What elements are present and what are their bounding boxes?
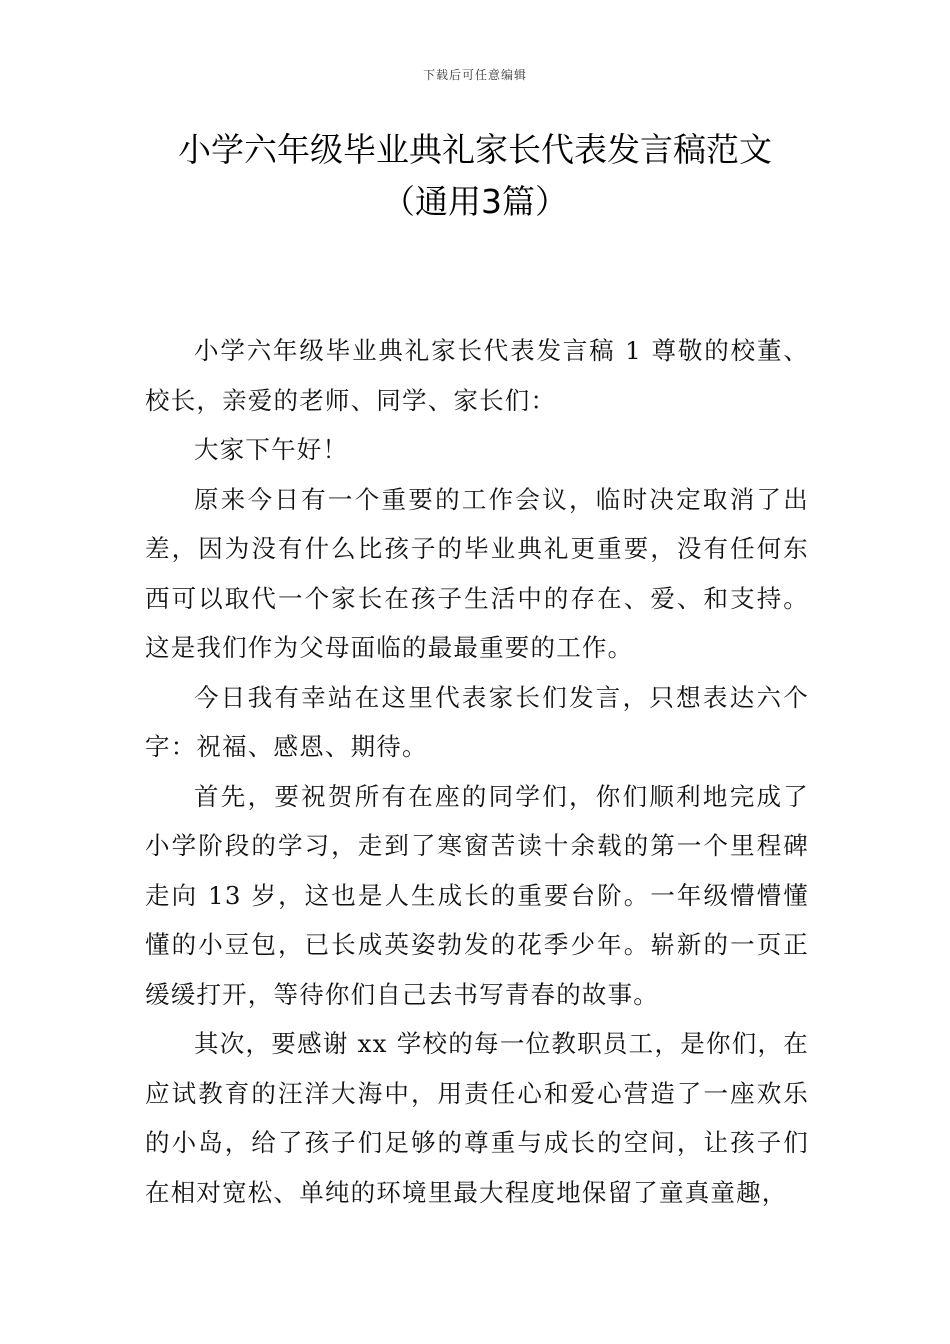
paragraph-thanks: 其次，要感谢 xx 学校的每一位教职员工，是你们，在应试教育的汪洋大海中，用责任心和爱心营造了一座欢乐的小岛，给了孩子们足够的尊重与成长的空间，让孩子们在相对宽松、单纯的环境里最大程度地保留了童真童趣， — [145, 1029, 809, 1207]
header-note: 下载后可任意编辑 — [422, 68, 527, 82]
title-line-2: （通用3篇） — [382, 182, 568, 221]
title-line-1: 小学六年级毕业典礼家长代表发言稿范文 — [178, 130, 772, 169]
paragraph-congratulations: 首先，要祝贺所有在座的同学们，你们顺利地完成了小学阶段的学习，走到了寒窗苦读十余载的第一个里程碑走向 13 岁，这也是人生成长的重要台阶。一年级懵懵懂懂的小豆包，已长成英姿勃发的花季少年。崭新的一页正缓缓打开，等待你们自己去书写青春的故事。 — [145, 781, 809, 1009]
document-body — [145, 326, 809, 1217]
paragraph-salutation: 小学六年级毕业典礼家长代表发言稿 1 尊敬的校董、校长，亲爱的老师、同学、家长们： — [145, 336, 809, 415]
document-title — [100, 124, 850, 228]
paragraph-greeting: 大家下午好！ — [194, 435, 349, 464]
paragraph-intro: 原来今日有一个重要的工作会议，临时决定取消了出差，因为没有什么比孩子的毕业典礼更重要，没有任何东西可以取代一个家长在孩子生活中的存在、爱、和支持。这是我们作为父母面临的最最重要的工作。 — [145, 484, 809, 662]
paragraph-theme: 今日我有幸站在这里代表家长们发言，只想表达六个字：祝福、感恩、期待。 — [145, 682, 809, 761]
